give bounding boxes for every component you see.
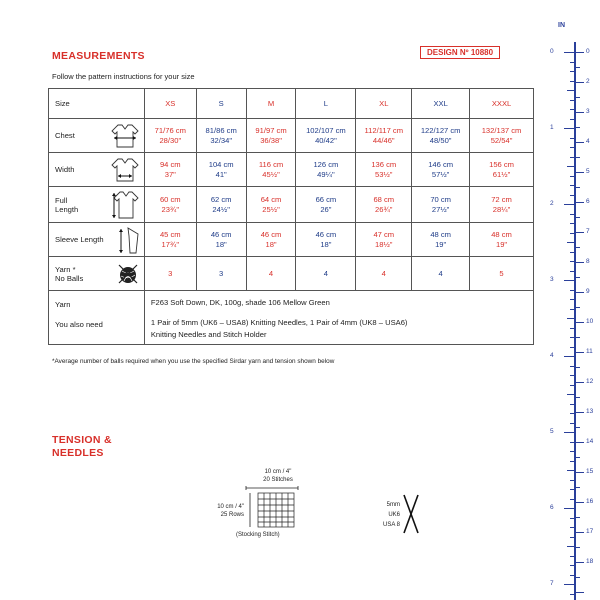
ruler-tick [570,195,574,196]
ruler-inch-number: 5 [550,428,554,435]
ruler-tick [564,432,574,433]
full-length-m: 64 cm 25½" [246,187,296,223]
ruler-half-cm-tick [576,337,580,338]
ruler-half-cm-tick [576,307,580,308]
ruler-half-cm-tick [576,277,580,278]
footnote: *Average number of balls required when you use the specified Sirdar yarn and tension shown below [52,358,335,365]
intro-text: Follow the pattern instructions for your size [52,72,195,81]
sleeve-length-row [49,223,534,257]
chest-xxxl: 132/137 cm 52/54" [470,119,534,153]
ruler-cm-number: 17 [586,528,594,535]
size-l: L [296,89,356,119]
ruler-tick [570,309,574,310]
ruler-cm-tick [576,112,584,113]
chest-l: 102/107 cm 40/42" [296,119,356,153]
ruler-tick [570,62,574,63]
ruler-half-cm-tick [576,427,580,428]
full-length-label: Full Length [55,195,79,214]
ruler-cm-tick [576,142,584,143]
ruler-cm-number: 18 [586,558,594,565]
size-xxl: XXL [412,89,470,119]
chest-m: 91/97 cm 36/38" [246,119,296,153]
yarn-details-values [144,291,533,345]
ruler-half-cm-tick [576,217,580,218]
ruler-tick [570,366,574,367]
ruler-tick [570,499,574,500]
ruler-tick [570,518,574,519]
ruler-unit: IN [558,22,565,29]
ruler-tick [570,223,574,224]
chest-row [49,119,534,153]
ruler-cm-number: 13 [586,408,594,415]
ruler-inch-number: 0 [550,48,554,55]
ruler-tick [570,575,574,576]
ruler-half-cm-tick [576,127,580,128]
ruler-tick [570,480,574,481]
ruler-cm-tick [576,352,584,353]
ruler-half-cm-tick [576,457,580,458]
tension-left-label: 10 cm / 4" 25 Rows [217,504,244,518]
ruler-inch-number: 1 [550,124,554,131]
balls-xxl: 4 [412,257,470,291]
ruler-inch-number: 6 [550,504,554,511]
tension-top-label: 10 cm / 4" 20 Stitches [263,469,293,483]
ruler-cm-tick [576,52,584,53]
ruler-tick [570,375,574,376]
ruler-tick [567,546,574,547]
tension-grid-icon [244,485,300,529]
need-value-line1: 1 Pair of 5mm (UK6 – USA8) Knitting Needles, 1 Pair of 4mm (UK8 – USA6) [150,318,408,327]
full-length-xl: 68 cm 26¾" [356,187,412,223]
ruler-tick [570,214,574,215]
ruler-cm-number: 15 [586,468,594,475]
ruler-tick [570,413,574,414]
ruler-tick [570,489,574,490]
yarn-balls-label: Yarn * No Balls [55,264,84,283]
ruler-half-cm-tick [576,97,580,98]
ruler-half-cm-tick [576,67,580,68]
ruler-tick [570,233,574,234]
chest-xl: 112/117 cm 44/46" [356,119,412,153]
ruler-tick [570,556,574,557]
ruler-tick [570,537,574,538]
ruler-tick [570,81,574,82]
ruler-tick [567,166,574,167]
yarn-ball-icon [116,262,140,286]
ruler-tick [567,90,574,91]
ruler-cm-tick [576,172,584,173]
ruler-tick [570,594,574,595]
sleeve-length-l: 46 cm 18" [296,223,356,257]
ruler-tick [564,280,574,281]
yarn-details-keys [49,291,145,345]
ruler-tick [570,119,574,120]
ruler-half-cm-tick [576,517,580,518]
ruler-cm-tick [576,82,584,83]
ruler-tick [567,242,574,243]
balls-s: 3 [196,257,246,291]
ruler-tick [570,404,574,405]
width-label: Width [55,165,75,174]
ruler-half-cm-tick [576,187,580,188]
size-label: Size [49,89,145,119]
ruler-tick [564,128,574,129]
ruler-cm-tick [576,232,584,233]
width-xxl: 146 cm 57½" [412,153,470,187]
balls-l: 4 [296,257,356,291]
ruler-half-cm-tick [576,397,580,398]
ruler-tick [564,356,574,357]
ruler-cm-number: 3 [586,108,590,115]
ruler-tick [570,565,574,566]
needle-size-label: 5mm UK6 USA 8 [382,502,400,528]
ruler-cm-number: 14 [586,438,594,445]
chest-diagram-icon [110,123,140,149]
need-value-line2: Knitting Needles and Stitch Holder [150,330,267,339]
full-length-s: 62 cm 24½" [196,187,246,223]
size-xs: XS [144,89,196,119]
tension-bottom-label: (Stocking Stitch) [236,532,280,538]
chest-label: Chest [55,131,75,140]
ruler-cm-tick [576,382,584,383]
sleeve-length-xl: 47 cm 18½" [356,223,412,257]
size-row [49,89,534,119]
need-key: You also need [55,320,103,329]
ruler-tick [570,157,574,158]
full-length-xxl: 70 cm 27½" [412,187,470,223]
yarn-value: F263 Soft Down, DK, 100g, shade 106 Mellow Green [150,298,330,307]
ruler-cm-number: 12 [586,378,594,385]
ruler-cm-number: 5 [586,168,590,175]
ruler-cm-number: 4 [586,138,590,145]
ruler-cm-number: 6 [586,198,590,205]
width-xs: 94 cm 37" [144,153,196,187]
ruler-tick [570,71,574,72]
ruler-cm-tick [576,532,584,533]
ruler-tick [567,318,574,319]
ruler-tick [570,385,574,386]
balls-m: 4 [246,257,296,291]
tension-heading: TENSION & NEEDLES [52,434,112,459]
sleeve-length-s: 46 cm 18" [196,223,246,257]
balls-xl: 4 [356,257,412,291]
ruler-tick [564,204,574,205]
ruler-tick [570,347,574,348]
chest-xxl: 122/127 cm 48/50" [412,119,470,153]
yarn-key: Yarn [55,300,71,309]
ruler-cm-number: 8 [586,258,590,265]
ruler-tick [570,261,574,262]
sleeve-length-xxl: 48 cm 19" [412,223,470,257]
ruler-half-cm-tick [576,577,580,578]
size-xxxl: XXXL [470,89,534,119]
ruler-cm-number: 16 [586,498,594,505]
ruler-cm-tick [576,592,584,593]
ruler-tick [567,470,574,471]
ruler-tick [570,451,574,452]
ruler-cm-tick [576,322,584,323]
ruler-tick [570,185,574,186]
knitting-needles-icon [400,493,422,535]
ruler-half-cm-tick [576,487,580,488]
width-xl: 136 cm 53½" [356,153,412,187]
ruler-cm-number: 11 [586,348,593,355]
ruler-tick [570,100,574,101]
ruler-tick [570,442,574,443]
ruler-inch-number: 7 [550,580,554,587]
width-m: 116 cm 45½" [246,153,296,187]
balls-xs: 3 [144,257,196,291]
balls-xxxl: 5 [470,257,534,291]
ruler-cm-tick [576,502,584,503]
chest-xs: 71/76 cm 28/30" [144,119,196,153]
width-s: 104 cm 41" [196,153,246,187]
ruler-cm-tick [576,412,584,413]
ruler-half-cm-tick [576,157,580,158]
design-number: DESIGN Nº 10880 [420,46,500,59]
ruler-cm-number: 9 [586,288,590,295]
ruler-cm-tick [576,442,584,443]
measurements-heading: MEASUREMENTS [52,50,145,62]
ruler-tick [567,394,574,395]
ruler-tick [570,252,574,253]
sleeve-length-xs: 45 cm 17¾" [144,223,196,257]
yarn-details-row [49,291,534,345]
full-length-diagram-icon [110,190,140,220]
ruler-cm-number: 0 [586,48,590,55]
sleeve-length-m: 46 cm 18" [246,223,296,257]
full-length-row [49,187,534,223]
ruler-tick [570,299,574,300]
ruler-tick [564,584,574,585]
ruler-tick [570,271,574,272]
ruler-inch-number: 3 [550,276,554,283]
full-length-xxxl: 72 cm 28¼" [470,187,534,223]
ruler [538,0,600,600]
ruler-tick [570,461,574,462]
size-m: M [246,89,296,119]
chest-s: 81/86 cm 32/34" [196,119,246,153]
ruler-tick [570,109,574,110]
width-diagram-icon [110,157,140,183]
ruler-cm-tick [576,262,584,263]
yarn-balls-row [49,257,534,291]
ruler-tick [570,176,574,177]
ruler-cm-tick [576,472,584,473]
sleeve-length-diagram-icon [116,226,140,254]
ruler-tick [564,52,574,53]
full-length-l: 66 cm 26" [296,187,356,223]
ruler-tick [570,290,574,291]
full-length-xs: 60 cm 23¾" [144,187,196,223]
ruler-half-cm-tick [576,367,580,368]
size-s: S [196,89,246,119]
ruler-tick [570,138,574,139]
ruler-tick [570,423,574,424]
ruler-tick [570,337,574,338]
ruler-tick [570,147,574,148]
ruler-cm-number: 7 [586,228,590,235]
ruler-tick [564,508,574,509]
ruler-half-cm-tick [576,547,580,548]
width-row [49,153,534,187]
ruler-tick [570,328,574,329]
ruler-cm-number: 2 [586,78,590,85]
width-l: 126 cm 49¼" [296,153,356,187]
size-xl: XL [356,89,412,119]
ruler-inch-number: 4 [550,352,554,359]
ruler-cm-tick [576,292,584,293]
ruler-cm-tick [576,202,584,203]
sleeve-length-xxxl: 48 cm 19" [470,223,534,257]
ruler-cm-tick [576,562,584,563]
width-xxxl: 156 cm 61½" [470,153,534,187]
ruler-inch-number: 2 [550,200,554,207]
sleeve-length-label: Sleeve Length [55,235,104,244]
ruler-tick [570,527,574,528]
ruler-half-cm-tick [576,247,580,248]
ruler-cm-number: 10 [586,318,594,325]
measurements-table [48,88,534,345]
